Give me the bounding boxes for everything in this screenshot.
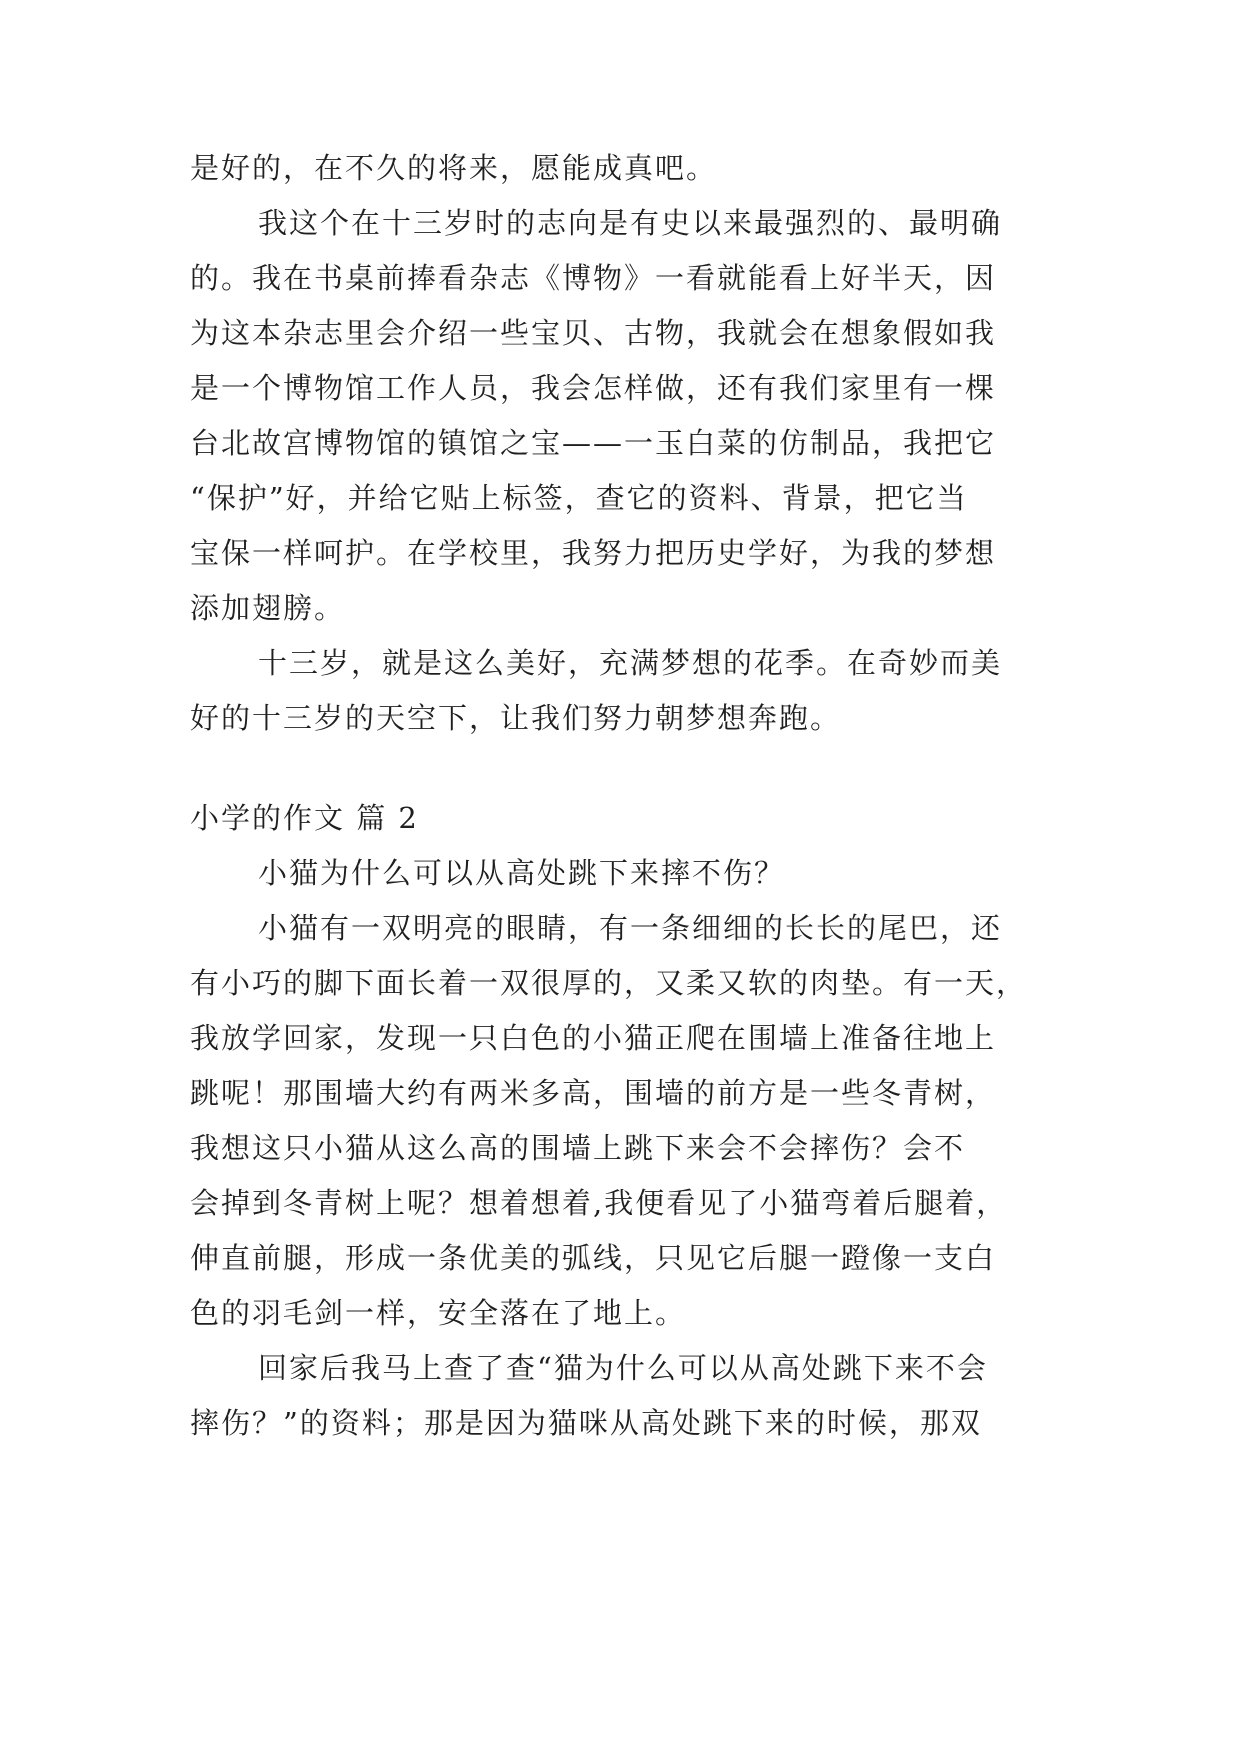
- essay-title: 小猫为什么可以从高处跳下来摔不伤？: [258, 856, 786, 890]
- paragraph-line: 我放学回家，发现一只白色的小猫正爬在围墙上准备往地上: [190, 1021, 997, 1055]
- paragraph-line: 色的羽毛剑一样，安全落在了地上。: [190, 1296, 687, 1330]
- paragraph-line: “保护”好，并给它贴上标签，查它的资料、背景，把它当: [190, 481, 968, 515]
- paragraph-line: 会掉到冬青树上呢？想着想着,我便看见了小猫弯着后腿着，: [190, 1186, 1008, 1220]
- paragraph-line: 是好的，在不久的将来，愿能成真吧。: [190, 151, 718, 185]
- paragraph-line: 宝保一样呵护。在学校里，我努力把历史学好，为我的梦想: [190, 536, 997, 570]
- paragraph-line: 的。我在书桌前捧看杂志《博物》一看就能看上好半天，因: [190, 261, 997, 295]
- section-heading: 小学的作文 篇 2: [190, 801, 419, 835]
- paragraph-line: 好的十三岁的天空下，让我们努力朝梦想奔跑。: [190, 701, 842, 735]
- paragraph-line: 我这个在十三岁时的志向是有史以来最强烈的、最明确: [258, 206, 1003, 240]
- paragraph-line: 有小巧的脚下面长着一双很厚的，又柔又软的肉垫。有一天，: [190, 966, 1028, 1000]
- paragraph-line: 跳呢！那围墙大约有两米多高，围墙的前方是一些冬青树，: [190, 1076, 997, 1110]
- paragraph-line: 摔伤？”的资料；那是因为猫咪从高处跳下来的时候，那双: [190, 1406, 982, 1440]
- paragraph-line: 是一个博物馆工作人员，我会怎样做，还有我们家里有一棵: [190, 371, 997, 405]
- paragraph-line: 台北故宫博物馆的镇馆之宝——一玉白菜的仿制品，我把它: [190, 426, 997, 460]
- paragraph-line: 我想这只小猫从这么高的围墙上跳下来会不会摔伤？会不: [190, 1131, 966, 1165]
- paragraph-line: 回家后我马上查了查“猫为什么可以从高处跳下来不会: [258, 1351, 988, 1385]
- paragraph-line: 十三岁，就是这么美好，充满梦想的花季。在奇妙而美: [258, 646, 1003, 680]
- paragraph-line: 为这本杂志里会介绍一些宝贝、古物，我就会在想象假如我: [190, 316, 997, 350]
- paragraph-line: 小猫有一双明亮的眼睛，有一条细细的长长的尾巴，还: [258, 911, 1003, 945]
- paragraph-line: 添加翅膀。: [190, 591, 346, 625]
- paragraph-line: 伸直前腿，形成一条优美的弧线，只见它后腿一蹬像一支白: [190, 1241, 997, 1275]
